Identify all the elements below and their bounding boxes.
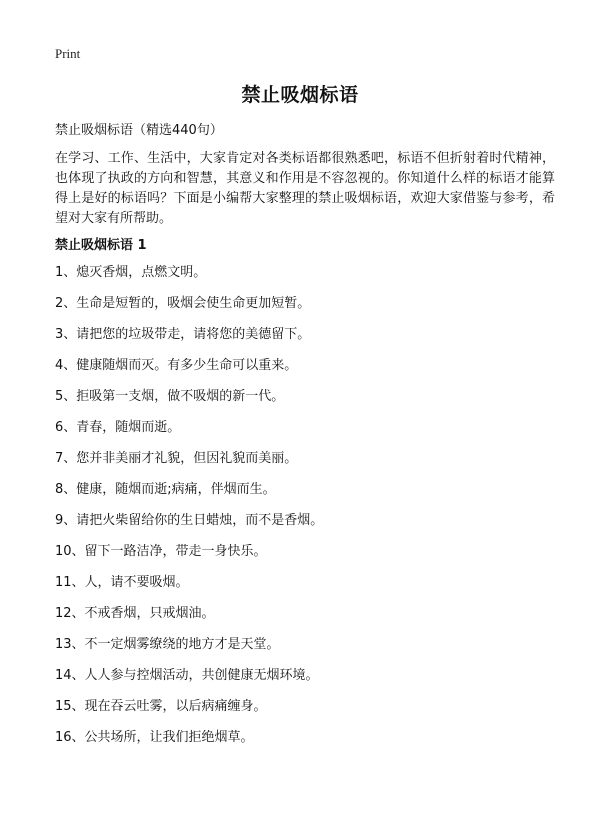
- page-title: 禁止吸烟标语: [241, 84, 359, 106]
- list-item: 2、生命是短暂的，吸烟会使生命更加短暂。: [55, 296, 311, 311]
- intro-paragraph: 在学习、工作、生活中，大家肯定对各类标语都很熟悉吧，标语不但折射着时代精神，也体现了执政的方向和智慧，其意义和作用是不容忽视的。你知道什么样的标语才能算得上是好的标语吗？下面是小编帮大家整理的禁止吸烟标语，欢迎大家借鉴与参考，希望对大家有所帮助。: [55, 151, 555, 226]
- list-item: 1、熄灭香烟，点燃文明。: [55, 265, 207, 280]
- list-item: 11、人，请不要吸烟。: [55, 575, 189, 590]
- list-item: 15、现在吞云吐雾，以后病痛缠身。: [55, 699, 267, 714]
- list-item: 5、拒吸第一支烟，做不吸烟的新一代。: [55, 389, 285, 404]
- list-item: 10、留下一路洁净，带走一身快乐。: [55, 544, 267, 559]
- slogan-list: [55, 264, 555, 760]
- list-item: 9、请把火柴留给你的生日蜡烛，而不是香烟。: [55, 513, 324, 528]
- list-item: 6、青春，随烟而逝。: [55, 420, 181, 435]
- list-item: 14、人人参与控烟活动，共创健康无烟环境。: [55, 668, 319, 683]
- subtitle: 禁止吸烟标语（精选440句）: [55, 123, 223, 138]
- list-item: 4、健康随烟而灭。有多少生命可以重来。: [55, 358, 298, 373]
- list-item: 7、您并非美丽才礼貌，但因礼貌而美丽。: [55, 451, 298, 466]
- list-item: 8、健康，随烟而逝;病痛，伴烟而生。: [55, 482, 276, 497]
- list-item: 12、不戒香烟，只戒烟油。: [55, 606, 215, 621]
- list-item: 3、请把您的垃圾带走，请将您的美德留下。: [55, 327, 311, 342]
- section-heading: 禁止吸烟标语 1: [55, 238, 147, 253]
- list-item: 16、公共场所，让我们拒绝烟草。: [55, 730, 254, 745]
- print-link[interactable]: Print: [55, 46, 81, 61]
- list-item: 13、不一定烟雾缭绕的地方才是天堂。: [55, 637, 280, 652]
